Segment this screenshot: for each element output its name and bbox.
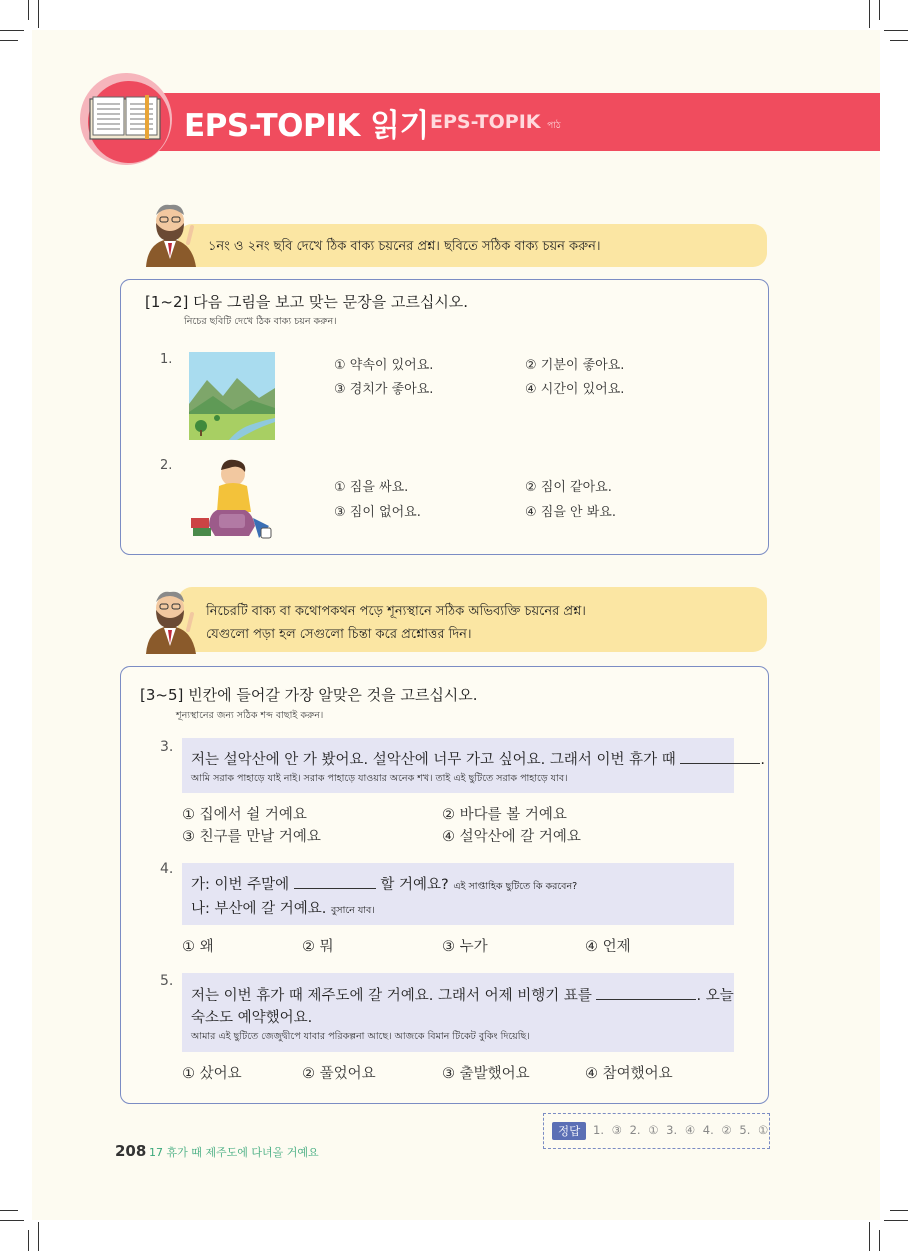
page-title: EPS-TOPIK 읽기 [184, 108, 429, 144]
option-2[interactable]: ② 풀었어요 [302, 1066, 376, 1082]
option-3[interactable]: ③ 경치가 좋아요. [334, 382, 434, 397]
packing-boy-illustration [189, 456, 275, 542]
crop-mark [879, 0, 880, 20]
chapter-title: 17 휴가 때 제주도에 다녀올 거예요 [149, 1146, 319, 1159]
option-4[interactable]: ④ 짐을 안 봐요. [525, 505, 616, 520]
answer-blank [680, 751, 760, 764]
section-subheading: শূন্যস্থানের জন্য সঠিক শব্দ বাছাই করুন। [176, 710, 324, 721]
section-subheading: নিচের ছবিটি দেখে ঠিক বাক্য চয়ন করুন। [184, 316, 337, 327]
page-number: 208 [115, 1142, 147, 1160]
answer-key-label: 정답 [552, 1122, 586, 1140]
question-number: 1. [160, 352, 173, 367]
open-book-icon [88, 95, 162, 141]
option-2[interactable]: ② 뭐 [302, 939, 334, 955]
instruction-text-line1: নিচেরটি বাক্য বা কথোপকথন পড়ে শূন্যস্থানে সঠিক অভিব্যক্তি চয়নের প্রশ্ন। [206, 604, 586, 619]
question-number: 2. [160, 458, 173, 473]
page-subtitle: EPS-TOPIK পাঠ [430, 111, 561, 133]
crop-mark [869, 1222, 870, 1251]
crop-mark [38, 0, 39, 28]
dialogue-line-1: 가: 이번 주말에 할 거예요? এই সাপ্তাহিক ছুটিতে কি করবেন? [191, 877, 578, 893]
option-2[interactable]: ② 기분이 좋아요. [525, 358, 625, 373]
option-4[interactable]: ④ 시간이 있어요. [525, 382, 625, 397]
option-2[interactable]: ② 짐이 같아요. [525, 480, 612, 495]
crop-mark [28, 0, 29, 20]
crop-mark [884, 1220, 908, 1221]
option-2[interactable]: ② 바다를 볼 거예요 [442, 807, 567, 823]
section-heading: [3~5] 빈칸에 들어갈 가장 알맞은 것을 고르십시오. [140, 686, 478, 704]
passage-text-line1: 저는 이번 휴가 때 제주도에 갈 거예요. 그래서 어제 비행기 표를 . 오늘 [191, 988, 734, 1004]
passage-text-line2: 숙소도 예약했어요. [191, 1010, 313, 1026]
passage-text: 저는 설악산에 안 가 봤어요. 설악산에 너무 가고 싶어요. 그래서 이번 휴가 때 . [191, 752, 765, 768]
option-4[interactable]: ④ 설악산에 갈 거예요 [442, 829, 581, 845]
crop-mark [0, 1210, 18, 1211]
dialogue-line-2: 나: 부산에 갈 거예요. বুসানে যাব। [191, 901, 375, 917]
option-1[interactable]: ① 왜 [182, 939, 214, 955]
question-number: 3. [160, 739, 174, 755]
crop-mark [0, 30, 24, 31]
crop-mark [28, 1230, 29, 1251]
crop-mark [890, 1210, 908, 1211]
crop-mark [0, 1220, 24, 1221]
crop-mark [0, 40, 18, 41]
section-heading: [1~2] 다음 그림을 보고 맞는 문장을 고르십시오. [145, 293, 469, 311]
question-number: 4. [160, 861, 174, 877]
option-3[interactable]: ③ 출발했어요 [442, 1066, 530, 1082]
passage-translation: আমি সরাক পাহাড়ে যাই নাই। সরাক পাহাড়ে যাওয়ার অনেক শখ। তাই এই ছুটিতে সরাক পাহাড়ে যাব। [191, 773, 568, 784]
option-4[interactable]: ④ 참여했어요 [585, 1066, 673, 1082]
teacher-icon [140, 197, 200, 267]
option-1[interactable]: ① 샀어요 [182, 1066, 242, 1082]
teacher-icon [140, 584, 200, 654]
option-1[interactable]: ① 집에서 쉴 거예요 [182, 807, 307, 823]
instruction-bubble [178, 587, 767, 652]
option-1[interactable]: ① 약속이 있어요. [334, 358, 434, 373]
question-number: 5. [160, 973, 174, 989]
answer-key-text: 1. ③ 2. ① 3. ④ 4. ② 5. ① [593, 1123, 769, 1137]
option-1[interactable]: ① 짐을 싸요. [334, 480, 409, 495]
answer-blank [294, 876, 376, 889]
answer-blank [596, 987, 696, 1000]
option-3[interactable]: ③ 짐이 없어요. [334, 505, 421, 520]
crop-mark [890, 40, 908, 41]
crop-mark [38, 1222, 39, 1251]
passage-translation: আমার এই ছুটিতে জেজুদ্বীপে যাবার পরিকল্পনা আছে। আজকে বিমান টিকেট বুকিং দিয়েছি। [191, 1031, 530, 1042]
crop-mark [884, 30, 908, 31]
option-3[interactable]: ③ 누가 [442, 939, 488, 955]
instruction-text: ১নং ও ২নং ছবি দেখে ঠিক বাক্য চয়নের প্রশ্ন। ছবিতে সঠিক বাক্য চয়ন করুন। [208, 239, 601, 254]
instruction-text-line2: যেগুলো পড়া হল সেগুলো চিন্তা করে প্রশ্নোত্তর দিন। [206, 627, 472, 642]
option-3[interactable]: ③ 친구를 만날 거예요 [182, 829, 321, 845]
instruction-bubble [178, 224, 767, 267]
landscape-illustration [189, 352, 275, 440]
crop-mark [869, 0, 870, 28]
option-4[interactable]: ④ 언제 [585, 939, 631, 955]
crop-mark [879, 1230, 880, 1251]
